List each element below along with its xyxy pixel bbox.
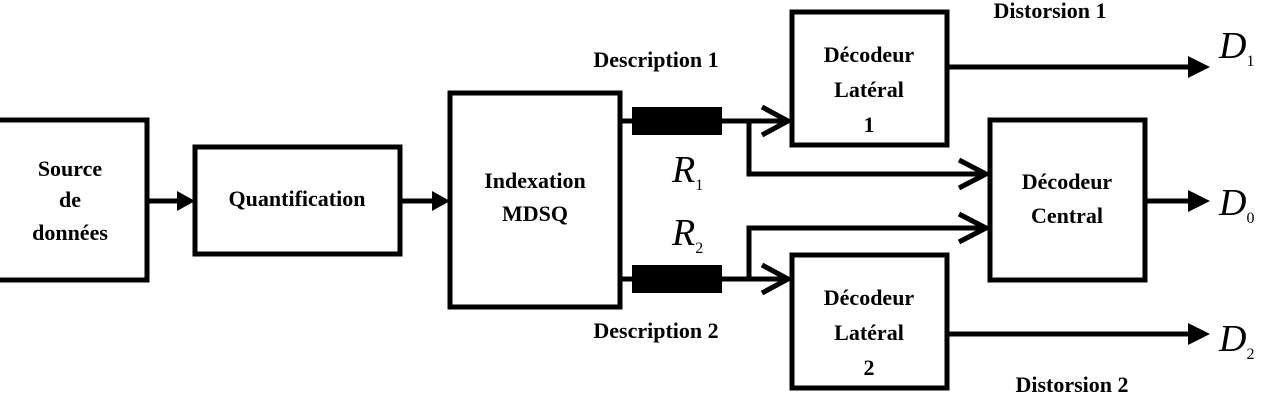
lateral-decoder-2-label-line2: Latéral [834, 320, 904, 345]
arrow-quant-to-index-head [432, 191, 450, 211]
rate-r2-subscript: 2 [695, 240, 704, 257]
indexation-label-line2: MDSQ [502, 201, 568, 226]
source-label-line3: données [32, 220, 108, 245]
indexation-block [450, 93, 620, 307]
channel-2-bar [632, 265, 722, 293]
decoder-2-output-head [1188, 323, 1210, 345]
lateral-decoder-1-label-line2: Latéral [834, 77, 904, 102]
description-1-label: Description 1 [593, 47, 719, 72]
central-decoder-block [990, 120, 1145, 280]
indexation-label-line1: Indexation [484, 168, 586, 193]
lateral-decoder-2-label-line3: 2 [863, 355, 875, 380]
distortion-2-label: Distorsion 2 [1015, 372, 1129, 396]
output-d0-subscript: 0 [1246, 210, 1255, 227]
output-d0-symbol: D [1219, 182, 1247, 224]
output-d2-subscript: 2 [1246, 346, 1255, 363]
output-d1-subscript: 1 [1246, 53, 1255, 70]
central-output-head [1188, 190, 1210, 212]
lateral-decoder-1-label-line3: 1 [863, 112, 875, 137]
decoder-1-output-head [1188, 56, 1210, 78]
output-d0-label [1218, 182, 1254, 227]
description-2-label: Description 2 [593, 318, 719, 343]
rate-r2-label [671, 212, 703, 257]
central-decoder-label-line1: Décodeur [1021, 169, 1113, 194]
output-d1-symbol: D [1219, 25, 1247, 67]
arrow-source-to-quant-head [177, 191, 195, 211]
output-d1-label [1218, 25, 1254, 70]
lateral-decoder-1-label-line1: Décodeur [823, 42, 915, 67]
source-label-line2: de [59, 187, 81, 212]
rate-r1-label [671, 149, 703, 194]
quantification-label: Quantification [228, 186, 366, 211]
central-decoder-label-line2: Central [1030, 203, 1104, 228]
output-d2-label [1218, 318, 1254, 363]
output-d2-symbol: D [1219, 318, 1247, 360]
distortion-1-label: Distorsion 1 [993, 0, 1107, 23]
rate-r2-symbol: R [672, 212, 696, 254]
rate-r1-symbol: R [672, 149, 696, 191]
rate-r1-subscript: 1 [695, 177, 704, 194]
channel-1-bar [632, 107, 722, 135]
source-label-line1: Source [37, 156, 103, 181]
lateral-decoder-2-label-line1: Décodeur [823, 285, 915, 310]
